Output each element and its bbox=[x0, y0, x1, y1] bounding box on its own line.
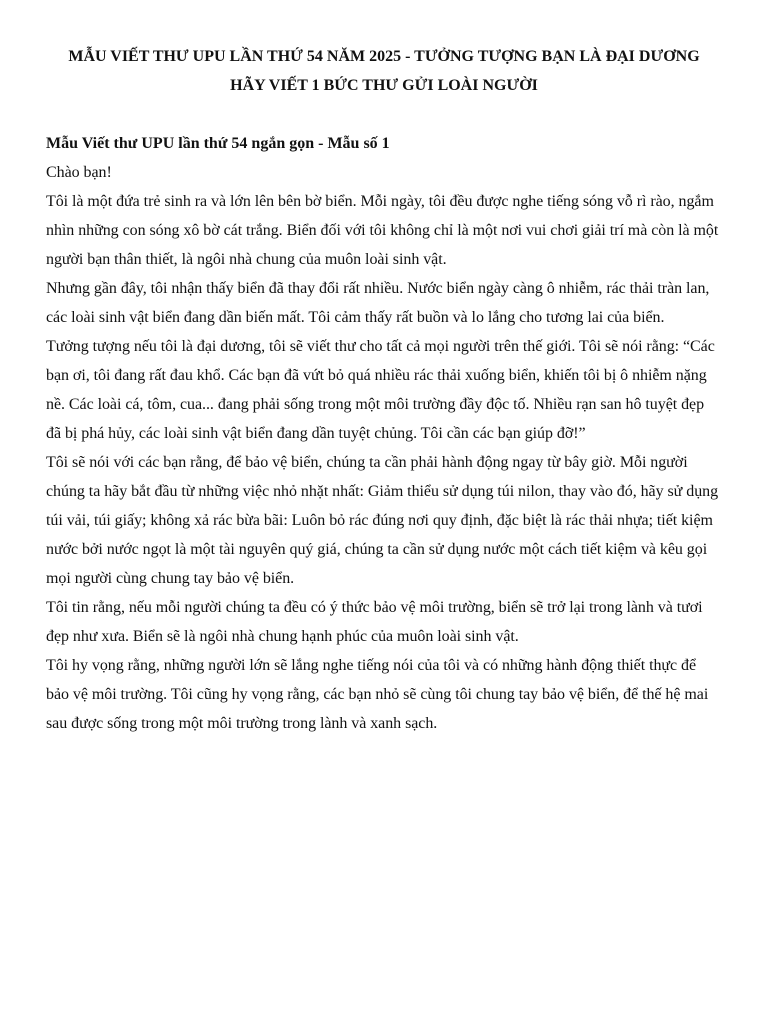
body-paragraph-1: Tôi là một đứa trẻ sinh ra và lớn lên bên bờ biển. Mỗi ngày, tôi đều được nghe tiếng sóng vỗ rì rào, ngắm nhìn những con sóng xô bờ cát trắng. Biển đối với tôi không chỉ là một nơi vui chơi giải trí mà còn là một người bạn thân thiết, là ngôi nhà chung của muôn loài sinh vật. bbox=[46, 193, 719, 268]
document-title bbox=[46, 42, 722, 100]
document-body bbox=[46, 129, 722, 738]
body-paragraph-6: Tôi hy vọng rằng, những người lớn sẽ lắng nghe tiếng nói của tôi và có những hành động thiết thực để bảo vệ môi trường. Tôi cũng hy vọng rằng, các bạn nhỏ sẽ cùng tôi chung tay bảo vệ biển, để thế hệ mai sau được sống trong một môi trường trong lành và xanh sạch. bbox=[46, 657, 709, 732]
body-paragraph-4: Tôi sẽ nói với các bạn rằng, để bảo vệ biển, chúng ta cần phải hành động ngay từ bây giờ. Mỗi người chúng ta hãy bắt đầu từ những việc nhỏ nhặt nhất: Giảm thiểu sử dụng túi nilon, thay vào đó, hãy sử dụng túi vải, túi giấy; không xả rác bừa bãi: Luôn bỏ rác đúng nơi quy định, đặc biệt là rác thải nhựa; tiết kiệm nước bởi nước ngọt là một tài nguyên quý giá, chúng ta cần sử dụng nước một cách tiết kiệm và kêu gọi mọi người cùng chung tay bảo vệ biển. bbox=[46, 454, 719, 587]
body-paragraph-3: Tưởng tượng nếu tôi là đại dương, tôi sẽ viết thư cho tất cả mọi người trên thế giới. Tôi sẽ nói rằng: “Các bạn ơi, tôi đang rất đau khổ. Các bạn đã vứt bỏ quá nhiều rác thải xuống biển, khiến tôi bị ô nhiễm nặng nề. Các loài cá, tôm, cua... đang phải sống trong một môi trường đầy độc tố. Nhiều rạn san hô tuyệt đẹp đã bị phá hủy, các loài sinh vật biển đang dần tuyệt chủng. Tôi cần các bạn giúp đỡ!” bbox=[46, 338, 715, 442]
section-heading: Mẫu Viết thư UPU lần thứ 54 ngắn gọn - Mẫu số 1 bbox=[46, 135, 390, 152]
greeting-paragraph: Chào bạn! bbox=[46, 164, 112, 181]
body-paragraph-2: Nhưng gần đây, tôi nhận thấy biển đã thay đổi rất nhiều. Nước biển ngày càng ô nhiễm, rác thải tràn lan, các loài sinh vật biển đang dần biến mất. Tôi cảm thấy rất buồn và lo lắng cho tương lai của biển. bbox=[46, 280, 710, 326]
document-title-line-1: MẪU VIẾT THƯ UPU LẦN THỨ 54 NĂM 2025 - TƯỞNG TƯỢNG BẠN LÀ ĐẠI DƯƠNG bbox=[68, 48, 700, 65]
document-title-line-2: HÃY VIẾT 1 BỨC THƯ GỬI LOÀI NGƯỜI bbox=[230, 77, 538, 94]
body-paragraph-5: Tôi tin rằng, nếu mỗi người chúng ta đều có ý thức bảo vệ môi trường, biển sẽ trở lại trong lành và tươi đẹp như xưa. Biển sẽ là ngôi nhà chung hạnh phúc của muôn loài sinh vật. bbox=[46, 599, 703, 645]
